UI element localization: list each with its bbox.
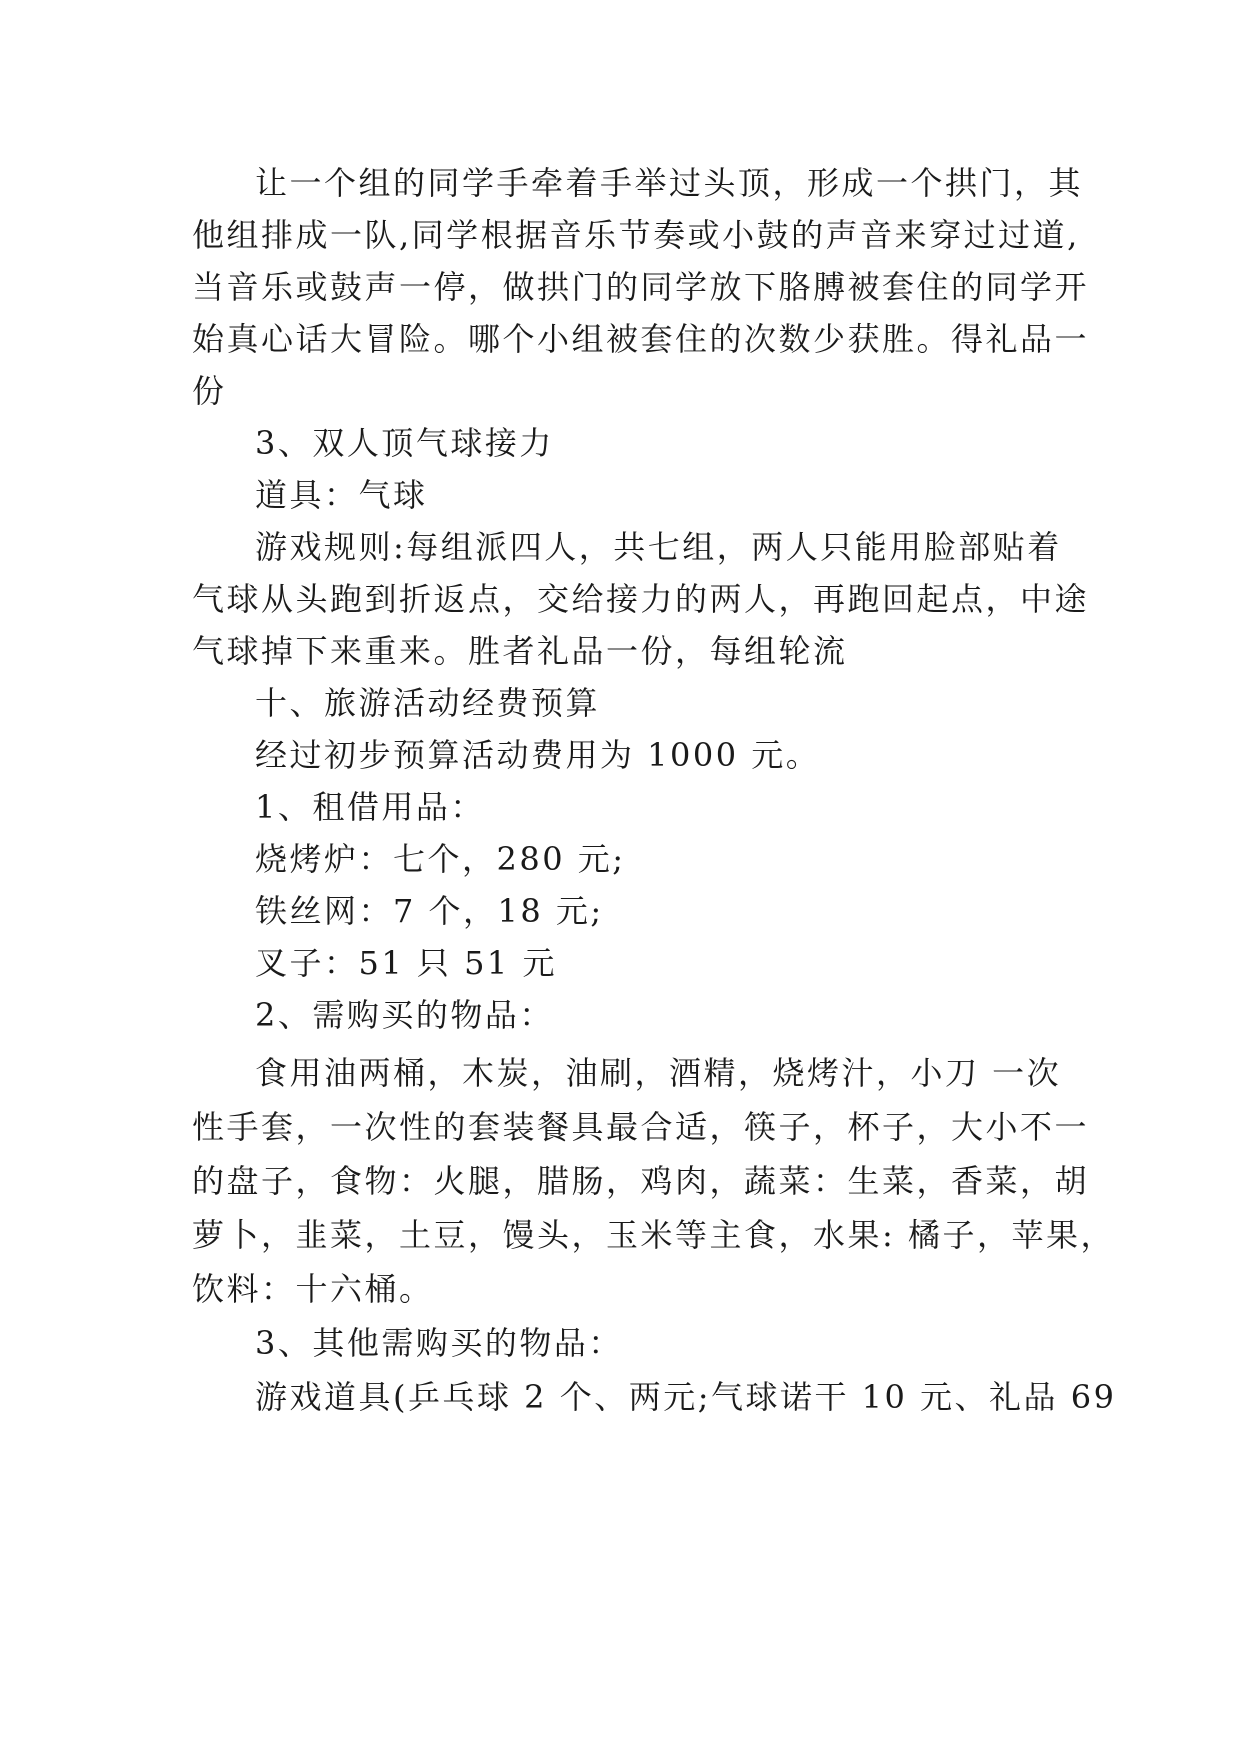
section-heading: 1、租借用品：	[255, 788, 485, 826]
list-item: 叉子：51 只 51 元	[255, 944, 557, 982]
paragraph-line: 游戏道具(乒乓球 2 个、两元;气球诺干 10 元、礼品 69	[255, 1378, 1117, 1416]
paragraph-line: 气球掉下来重来。胜者礼品一份，每组轮流	[192, 632, 848, 670]
paragraph-line: 他组排成一队,同学根据音乐节奏或小鼓的声音来穿过过道,	[192, 216, 1080, 254]
section-heading: 2、需购买的物品：	[255, 996, 554, 1034]
paragraph-line: 饮料：十六桶。	[192, 1270, 434, 1308]
paragraph-line: 当音乐或鼓声一停，做拱门的同学放下胳膊被套住的同学开	[192, 268, 1090, 306]
list-item: 铁丝网：7 个，18 元;	[255, 892, 604, 930]
paragraph-line: 食用油两桶，木炭，油刷，酒精，烧烤汁，小刀 一次	[255, 1054, 1062, 1092]
paragraph-line: 份	[192, 372, 227, 410]
paragraph-line: 游戏规则:每组派四人，共七组，两人只能用脸部贴着	[255, 528, 1062, 566]
paragraph-line: 经过初步预算活动费用为 1000 元。	[255, 736, 821, 774]
paragraph-line: 的盘子，食物：火腿，腊肠，鸡肉，蔬菜：生菜，香菜，胡	[192, 1162, 1090, 1200]
paragraph-line: 萝卜，韭菜，土豆，馒头，玉米等主食，水果: 橘子，苹果，	[192, 1216, 1115, 1254]
list-item: 烧烤炉：七个，280 元;	[255, 840, 626, 878]
paragraph-line: 性手套，一次性的套装餐具最合适，筷子，杯子，大小不一	[192, 1108, 1090, 1146]
section-heading: 3、双人顶气球接力	[255, 424, 554, 462]
section-heading: 十、旅游活动经费预算	[255, 684, 601, 722]
paragraph-line: 气球从头跑到折返点，交给接力的两人，再跑回起点，中途	[192, 580, 1090, 618]
paragraph-line: 让一个组的同学手牵着手举过头顶，形成一个拱门，其	[255, 164, 1084, 202]
section-heading: 3、其他需购买的物品：	[255, 1324, 623, 1362]
paragraph-line: 道具：气球	[255, 476, 428, 514]
paragraph-line: 始真心话大冒险。哪个小组被套住的次数少获胜。得礼品一	[192, 320, 1090, 358]
